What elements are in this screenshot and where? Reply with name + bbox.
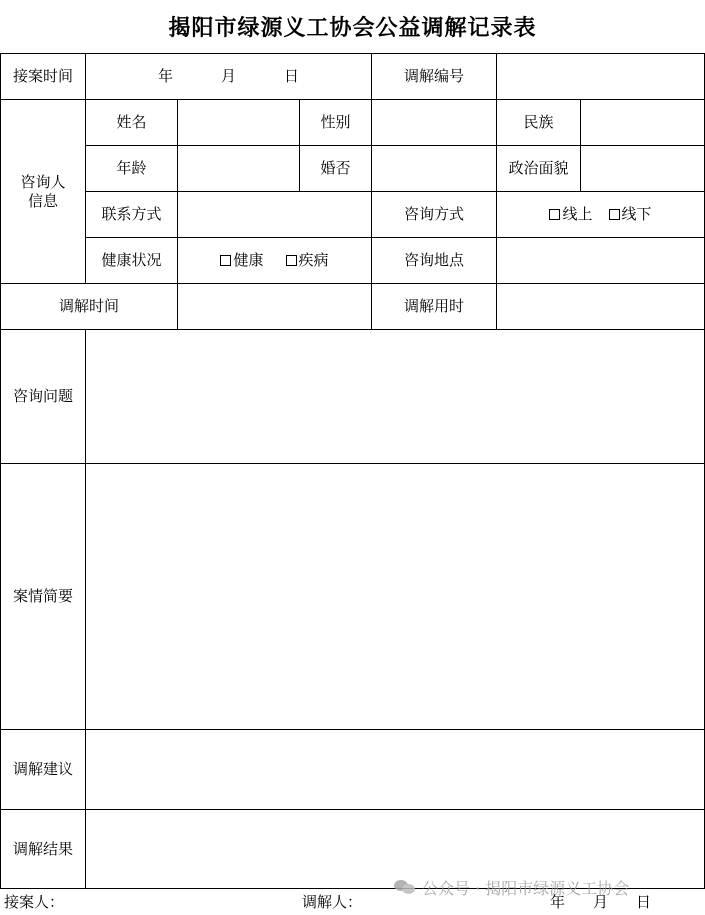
consult-method-label: 咨询方式 bbox=[371, 191, 497, 238]
mediation-time-field[interactable] bbox=[177, 283, 372, 330]
political-label: 政治面貌 bbox=[496, 145, 581, 192]
watermark bbox=[394, 874, 629, 900]
checkbox-square-icon bbox=[220, 255, 231, 266]
watermark-text: 公众号 · 揭阳市绿源义工协会 bbox=[422, 878, 630, 898]
mediation-duration-label: 调解用时 bbox=[371, 283, 497, 330]
checkbox-square-icon bbox=[286, 255, 297, 266]
consult-place-field[interactable] bbox=[496, 237, 705, 284]
healthy-checkbox[interactable] bbox=[220, 251, 263, 270]
footer-year: 年 bbox=[550, 893, 566, 911]
date-month: 月 bbox=[220, 67, 236, 85]
mediation-no-field[interactable] bbox=[496, 53, 705, 100]
result-label: 调解结果 bbox=[0, 809, 86, 889]
date-day: 日 bbox=[284, 67, 300, 85]
health-label: 健康状况 bbox=[85, 237, 178, 284]
consultant-label-line2: 信息 bbox=[27, 191, 58, 210]
wechat-icon bbox=[394, 879, 416, 895]
mediation-time-label: 调解时间 bbox=[0, 283, 178, 330]
consultant-section-label bbox=[0, 99, 86, 284]
online-checkbox[interactable] bbox=[549, 205, 592, 224]
offline-option-label: 线下 bbox=[621, 205, 652, 223]
mediator-label: 调解人： bbox=[302, 893, 363, 911]
form-title: 揭阳市绿源义工协会公益调解记录表 bbox=[168, 15, 537, 41]
mediation-duration-field[interactable] bbox=[496, 283, 705, 330]
age-label: 年龄 bbox=[85, 145, 178, 192]
name-label: 姓名 bbox=[85, 99, 178, 146]
consult-issue-label: 咨询问题 bbox=[0, 329, 86, 464]
consultant-label-line1: 咨询人 bbox=[20, 172, 66, 191]
mediation-no-label: 调解编号 bbox=[371, 53, 497, 100]
illness-checkbox[interactable] bbox=[286, 251, 329, 270]
checkbox-square-icon bbox=[609, 209, 620, 220]
consult-issue-field[interactable] bbox=[85, 329, 705, 464]
health-options bbox=[177, 237, 372, 284]
ethnicity-field[interactable] bbox=[580, 99, 705, 146]
marital-label: 婚否 bbox=[299, 145, 372, 192]
consult-method-options bbox=[496, 191, 705, 238]
gender-label: 性别 bbox=[299, 99, 372, 146]
consult-place-label: 咨询地点 bbox=[371, 237, 497, 284]
name-field[interactable] bbox=[177, 99, 300, 146]
contact-label: 联系方式 bbox=[85, 191, 178, 238]
healthy-option-label: 健康 bbox=[233, 251, 264, 269]
political-field[interactable] bbox=[580, 145, 705, 192]
case-time-value[interactable] bbox=[85, 53, 372, 100]
gender-field[interactable] bbox=[371, 99, 497, 146]
receiver-label: 接案人： bbox=[4, 893, 65, 911]
checkbox-square-icon bbox=[549, 209, 560, 220]
offline-checkbox[interactable] bbox=[609, 205, 652, 224]
case-time-label: 接案时间 bbox=[0, 53, 86, 100]
case-summary-field[interactable] bbox=[85, 463, 705, 730]
contact-field[interactable] bbox=[177, 191, 372, 238]
online-option-label: 线上 bbox=[562, 205, 593, 223]
suggestion-label: 调解建议 bbox=[0, 729, 86, 810]
footer-month: 月 bbox=[593, 893, 609, 911]
footer-day: 日 bbox=[636, 893, 652, 911]
ethnicity-label: 民族 bbox=[496, 99, 581, 146]
age-field[interactable] bbox=[177, 145, 300, 192]
illness-option-label: 疾病 bbox=[298, 251, 329, 269]
suggestion-field[interactable] bbox=[85, 729, 705, 810]
case-summary-label: 案情简要 bbox=[0, 463, 86, 730]
marital-field[interactable] bbox=[371, 145, 497, 192]
date-year: 年 bbox=[157, 67, 173, 85]
